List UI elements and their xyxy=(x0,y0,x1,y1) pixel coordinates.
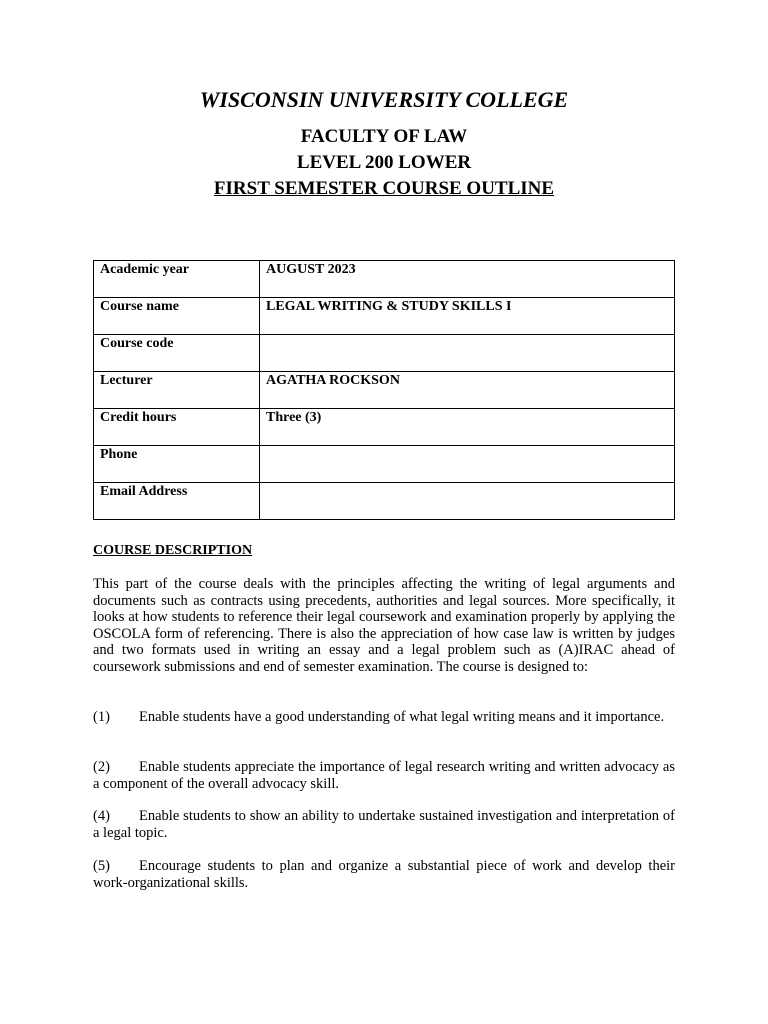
row-value: LEGAL WRITING & STUDY SKILLS I xyxy=(260,298,675,335)
row-value: AUGUST 2023 xyxy=(260,261,675,298)
list-item xyxy=(93,808,675,841)
table-row xyxy=(94,483,675,520)
faculty-title: FACULTY OF LAW xyxy=(300,126,468,147)
row-value: Three (3) xyxy=(260,409,675,446)
course-info-table xyxy=(93,260,675,520)
item-number: (1) xyxy=(93,709,110,725)
item-text: Encourage students to plan and organize a substantial piece of work and develop their work-organizational skills. xyxy=(93,858,675,891)
item-text: Enable students to show an ability to undertake sustained investigation and interpretation of a legal topic. xyxy=(93,808,675,841)
level-title: LEVEL 200 LOWER xyxy=(296,152,472,173)
table-row xyxy=(94,409,675,446)
table-row xyxy=(94,335,675,372)
list-item xyxy=(93,709,675,726)
row-value xyxy=(260,483,675,520)
row-label: Course code xyxy=(94,335,260,372)
row-value: AGATHA ROCKSON xyxy=(260,372,675,409)
list-item xyxy=(93,858,675,891)
list-item xyxy=(93,759,675,792)
table-row xyxy=(94,372,675,409)
item-number: (2) xyxy=(93,759,110,775)
table-row xyxy=(94,298,675,335)
course-description-intro: This part of the course deals with the principles affecting the writing of legal arguments and documents such as contracts using precedents, authorities and legal sources. More specifically, it looks at how students to reference their legal coursework and examination properly by applying the OSCOLA form of referencing. There is also the appreciation of how case law is written by judges and two formats used in writing an essay and a legal problem such as (A)IRAC ahead of coursework submissions and end of semester examination. The course is designed to: xyxy=(93,576,675,675)
item-number: (4) xyxy=(93,808,110,824)
row-label: Course name xyxy=(94,298,260,335)
row-value xyxy=(260,335,675,372)
item-text: Enable students have a good understanding of what legal writing means and it importance. xyxy=(139,709,665,725)
table-row xyxy=(94,446,675,483)
outline-title xyxy=(0,177,768,201)
row-label: Lecturer xyxy=(94,372,260,409)
course-description-heading: COURSE DESCRIPTION xyxy=(93,543,253,558)
row-label: Credit hours xyxy=(94,409,260,446)
institution-title: WISCONSIN UNIVERSITY COLLEGE xyxy=(199,87,569,112)
item-number: (5) xyxy=(93,858,110,874)
row-label: Phone xyxy=(94,446,260,483)
row-value xyxy=(260,446,675,483)
item-text: Enable students appreciate the importance of legal research writing and written advocacy as a component of the overall advocacy skill. xyxy=(93,759,675,792)
row-label: Academic year xyxy=(94,261,260,298)
table-row xyxy=(94,261,675,298)
row-label: Email Address xyxy=(94,483,260,520)
outline-title-text: FIRST SEMESTER COURSE OUTLINE xyxy=(213,178,555,199)
